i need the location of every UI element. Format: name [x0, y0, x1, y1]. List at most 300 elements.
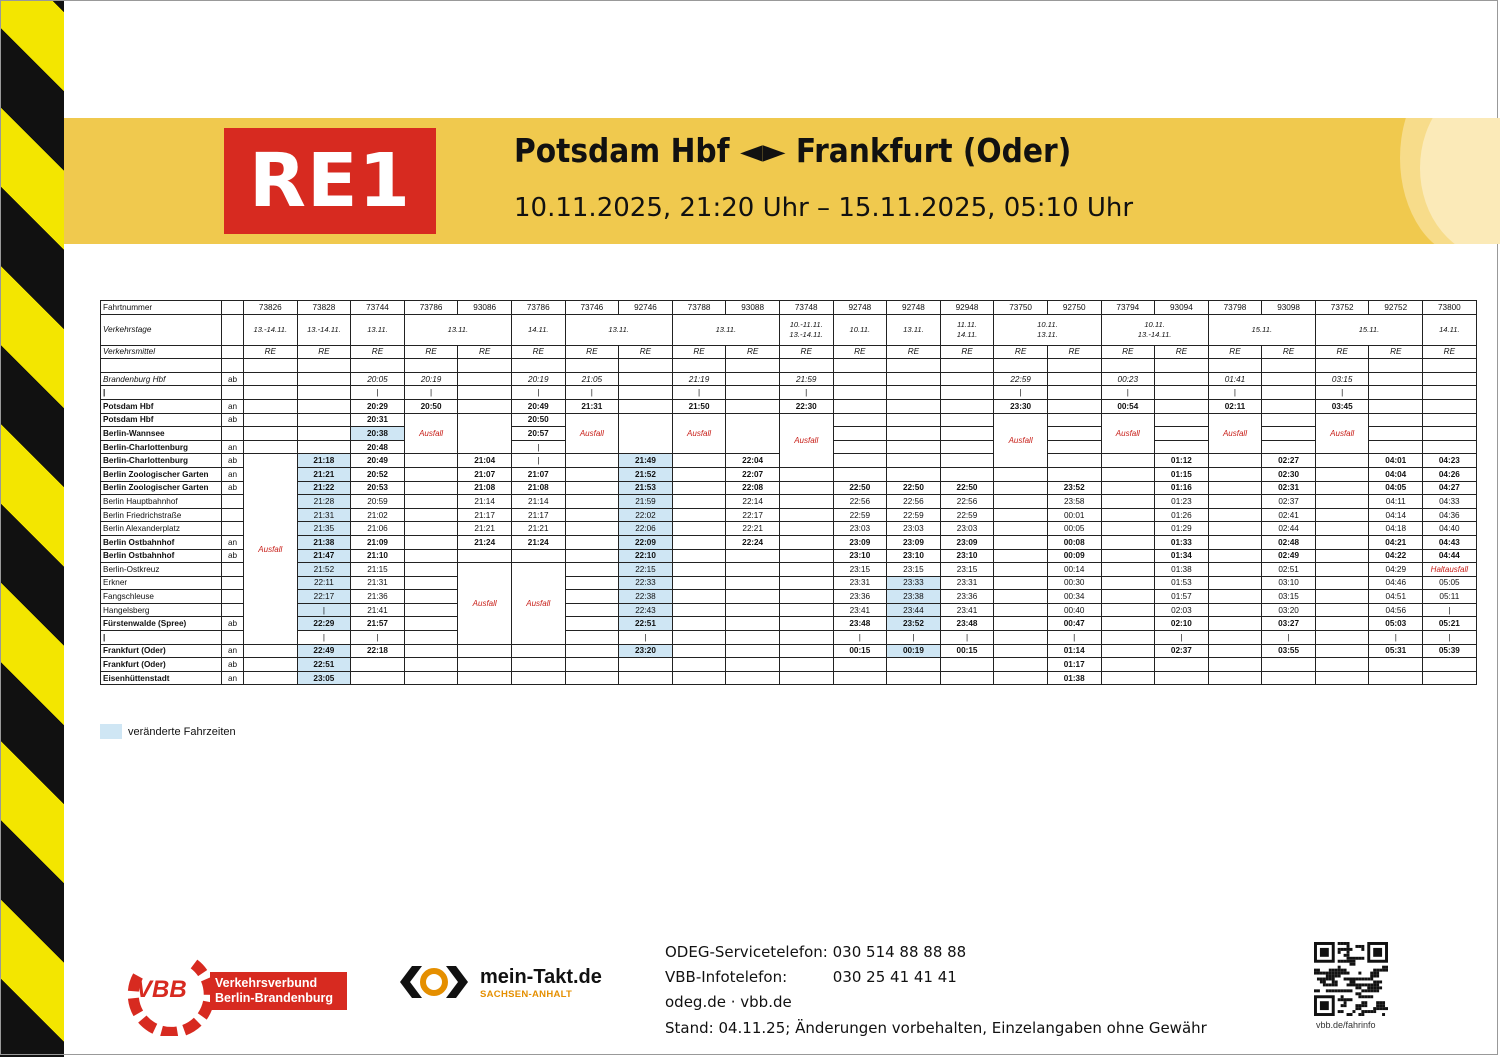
time-cell: 23:10 [940, 549, 994, 563]
table-cell [1423, 359, 1477, 373]
table-cell [779, 467, 833, 481]
time-cell: 22:51 [297, 658, 351, 672]
time-cell: 04:23 [1423, 454, 1477, 468]
table-cell [404, 508, 458, 522]
time-cell: 21:19 [672, 372, 726, 386]
table-cell [1047, 413, 1101, 427]
train-number: 92752 [1369, 301, 1423, 315]
table-row [101, 658, 1477, 672]
contact-info [665, 940, 966, 1015]
table-cell [779, 508, 833, 522]
table-cell [833, 359, 887, 373]
operating-days [994, 314, 1101, 345]
table-cell [726, 603, 780, 617]
vbb-phone-row [665, 965, 966, 990]
time-cell: 21:52 [297, 563, 351, 577]
time-cell: 05:21 [1423, 617, 1477, 631]
time-cell: 21:57 [351, 617, 405, 631]
table-cell [994, 535, 1048, 549]
time-cell: 04:36 [1423, 508, 1477, 522]
time-cell: 23:15 [940, 563, 994, 577]
table-row [101, 603, 1477, 617]
table-cell [726, 372, 780, 386]
time-cell: 23:41 [940, 603, 994, 617]
time-cell: 00:09 [1047, 549, 1101, 563]
table-cell [1423, 671, 1477, 685]
transport-type: RE [1369, 345, 1423, 359]
time-cell: 05:39 [1423, 644, 1477, 658]
time-cell: 22:24 [726, 535, 780, 549]
table-cell [222, 495, 244, 509]
table-cell [297, 413, 351, 427]
transport-type: RE [1262, 345, 1316, 359]
pass-marker: | [1262, 631, 1316, 645]
table-cell [994, 644, 1048, 658]
table-cell [1315, 603, 1369, 617]
arr-dep-marker: ab [222, 658, 244, 672]
table-cell [1262, 386, 1316, 400]
table-cell [244, 399, 298, 413]
time-cell: 04:46 [1369, 576, 1423, 590]
table-cell [1315, 359, 1369, 373]
table-cell [222, 301, 244, 315]
vbb-phone-label: VBB-Infotelefon: [665, 968, 788, 986]
time-cell: 01:57 [1155, 590, 1209, 604]
transport-type: RE [297, 345, 351, 359]
table-cell [1101, 563, 1155, 577]
time-cell: 04:04 [1369, 467, 1423, 481]
operating-days: 13.11. [351, 314, 405, 345]
transport-type: RE [619, 345, 673, 359]
table-cell [1315, 495, 1369, 509]
time-cell: 21:36 [351, 590, 405, 604]
operating-days: 13.-14.11. [297, 314, 351, 345]
table-cell [726, 549, 780, 563]
table-cell [458, 386, 512, 400]
time-cell: 21:35 [297, 522, 351, 536]
table-cell [672, 644, 726, 658]
table-cell [672, 631, 726, 645]
table-cell [726, 671, 780, 685]
table-cell [994, 508, 1048, 522]
train-number: 73798 [1208, 301, 1262, 315]
table-cell [833, 413, 887, 427]
time-cell: 21:04 [458, 454, 512, 468]
table-row [101, 671, 1477, 685]
table-cell [222, 590, 244, 604]
timetable [100, 300, 1477, 685]
time-cell: 21:31 [565, 399, 619, 413]
time-cell: 21:07 [458, 467, 512, 481]
table-cell [672, 467, 726, 481]
time-cell: 23:31 [940, 576, 994, 590]
cancelled-cell: Ausfall [244, 454, 298, 644]
table-cell [1208, 671, 1262, 685]
table-cell [1315, 467, 1369, 481]
table-cell [779, 590, 833, 604]
table-cell [1101, 481, 1155, 495]
train-number: 92748 [887, 301, 941, 315]
table-cell [1101, 359, 1155, 373]
time-cell: 00:19 [887, 644, 941, 658]
table-cell [887, 671, 941, 685]
time-cell: 00:47 [1047, 617, 1101, 631]
table-cell [887, 658, 941, 672]
train-number: 93086 [458, 301, 512, 315]
table-cell [1208, 495, 1262, 509]
time-cell: 04:01 [1369, 454, 1423, 468]
time-cell: 00:05 [1047, 522, 1101, 536]
arr-dep-marker: an [222, 644, 244, 658]
time-cell: 21:59 [779, 372, 833, 386]
time-cell: 22:06 [619, 522, 673, 536]
pass-marker: | [1101, 386, 1155, 400]
time-cell: 00:01 [1047, 508, 1101, 522]
transport-type: RE [1101, 345, 1155, 359]
operating-days: 13.11. [404, 314, 511, 345]
table-cell [672, 563, 726, 577]
table-row [101, 590, 1477, 604]
table-cell [1208, 481, 1262, 495]
pass-marker: | [1315, 386, 1369, 400]
table-cell [726, 644, 780, 658]
table-cell [222, 345, 244, 359]
table-cell [297, 372, 351, 386]
transport-type: RE [994, 345, 1048, 359]
time-cell: 04:43 [1423, 535, 1477, 549]
table-cell [672, 508, 726, 522]
cancelled-cell: Ausfall [1101, 413, 1155, 454]
arr-dep-marker: an [222, 535, 244, 549]
pass-marker: | [833, 631, 887, 645]
table-cell [672, 671, 726, 685]
table-row [101, 386, 1477, 400]
table-cell [833, 454, 887, 468]
table-cell [1047, 467, 1101, 481]
time-cell: 02:49 [1262, 549, 1316, 563]
time-cell: 22:21 [726, 522, 780, 536]
table-cell [833, 671, 887, 685]
table-cell [1315, 454, 1369, 468]
time-cell: 22:56 [887, 495, 941, 509]
header-label-verkehrsmittel: Verkehrsmittel [101, 345, 222, 359]
table-cell [1101, 495, 1155, 509]
time-cell: 21:05 [565, 372, 619, 386]
table-cell [458, 671, 512, 685]
table-cell [619, 386, 673, 400]
table-cell [244, 359, 298, 373]
time-cell: 23:10 [887, 549, 941, 563]
table-cell [726, 399, 780, 413]
pass-marker: | [619, 631, 673, 645]
time-cell: 20:19 [404, 372, 458, 386]
time-cell: 05:05 [1423, 576, 1477, 590]
time-cell: 21:31 [351, 576, 405, 590]
transport-type: RE [1155, 345, 1209, 359]
station-name: Berlin Ostbahnhof [101, 535, 222, 549]
table-cell [565, 563, 619, 577]
pass-marker: | [351, 631, 405, 645]
station-name: Hangelsberg [101, 603, 222, 617]
table-cell [565, 481, 619, 495]
table-cell [779, 631, 833, 645]
table-cell [222, 427, 244, 441]
table-cell [404, 631, 458, 645]
table-row [101, 631, 1477, 645]
table-cell [1208, 617, 1262, 631]
table-cell [244, 427, 298, 441]
table-cell [887, 427, 941, 441]
table-cell [404, 535, 458, 549]
transport-type: RE [351, 345, 405, 359]
time-cell: 02:10 [1155, 617, 1209, 631]
time-cell: 00:23 [1101, 372, 1155, 386]
table-cell [1101, 644, 1155, 658]
train-number: 73748 [779, 301, 833, 315]
table-cell [1262, 399, 1316, 413]
table-cell [994, 467, 1048, 481]
time-cell: 21:08 [511, 481, 565, 495]
table-cell [244, 372, 298, 386]
table-cell [1101, 658, 1155, 672]
table-cell [1315, 522, 1369, 536]
transport-type: RE [458, 345, 512, 359]
time-cell: 22:56 [833, 495, 887, 509]
table-cell [1369, 359, 1423, 373]
table-cell [222, 386, 244, 400]
table-cell [994, 549, 1048, 563]
table-cell [244, 658, 298, 672]
table-row [101, 301, 1477, 315]
time-cell: 04:51 [1369, 590, 1423, 604]
time-cell: 01:29 [1155, 522, 1209, 536]
table-cell [726, 359, 780, 373]
station-name: Berlin Friedrichstraße [101, 508, 222, 522]
time-cell: 20:59 [351, 495, 405, 509]
operating-days-line: 13.-14.11. [789, 329, 824, 339]
mein-takt-icon [398, 962, 470, 1002]
table-cell [1101, 549, 1155, 563]
operating-days: 15.11. [1208, 314, 1315, 345]
table-cell [511, 549, 565, 563]
operating-days [779, 314, 833, 345]
table-cell [565, 359, 619, 373]
transport-type: RE [779, 345, 833, 359]
time-cell: 23:05 [297, 671, 351, 685]
time-cell: 20:19 [511, 372, 565, 386]
transport-type: RE [1208, 345, 1262, 359]
time-cell: 21:59 [619, 495, 673, 509]
table-cell [1369, 372, 1423, 386]
table-cell [779, 563, 833, 577]
table-cell [887, 454, 941, 468]
table-cell [672, 535, 726, 549]
table-row [101, 617, 1477, 631]
table-cell [619, 671, 673, 685]
arr-dep-marker: ab [222, 481, 244, 495]
table-cell [833, 386, 887, 400]
table-cell [404, 603, 458, 617]
table-cell [887, 372, 941, 386]
pass-marker: | [779, 386, 833, 400]
cancelled-cell: Ausfall [404, 413, 458, 454]
table-cell [940, 399, 994, 413]
time-cell: 02:37 [1155, 644, 1209, 658]
transport-type: RE [244, 345, 298, 359]
time-cell: 23:03 [940, 522, 994, 536]
table-cell [672, 454, 726, 468]
cancelled-cell: Ausfall [565, 413, 619, 454]
time-cell: 00:34 [1047, 590, 1101, 604]
table-cell [1047, 454, 1101, 468]
table-cell [940, 372, 994, 386]
table-cell [404, 522, 458, 536]
table-cell [619, 372, 673, 386]
table-cell [458, 359, 512, 373]
table-cell [726, 386, 780, 400]
transport-type: RE [1047, 345, 1101, 359]
table-row [101, 481, 1477, 495]
arr-dep-marker: an [222, 671, 244, 685]
table-cell [672, 590, 726, 604]
station-name: Erkner [101, 576, 222, 590]
table-cell [994, 481, 1048, 495]
time-cell: 02:30 [1262, 467, 1316, 481]
table-row [101, 644, 1477, 658]
table-cell [565, 603, 619, 617]
time-cell: 23:52 [887, 617, 941, 631]
operating-days [1101, 314, 1208, 345]
time-cell: 04:33 [1423, 495, 1477, 509]
time-cell: 05:31 [1369, 644, 1423, 658]
table-cell [1208, 508, 1262, 522]
table-cell [672, 603, 726, 617]
table-cell [779, 535, 833, 549]
table-cell [994, 603, 1048, 617]
time-cell: 20:49 [511, 399, 565, 413]
time-cell: 23:36 [833, 590, 887, 604]
table-cell [404, 576, 458, 590]
qr-code-icon[interactable] [1314, 942, 1388, 1016]
table-cell [779, 549, 833, 563]
time-cell: 22:49 [297, 644, 351, 658]
time-cell: 01:26 [1155, 508, 1209, 522]
arr-dep-marker: an [222, 399, 244, 413]
time-cell: 21:28 [297, 495, 351, 509]
time-cell: 21:15 [351, 563, 405, 577]
time-cell: 21:24 [511, 535, 565, 549]
table-cell [1208, 535, 1262, 549]
table-cell [940, 454, 994, 468]
line-badge: RE1 [224, 128, 436, 234]
legend-label: veränderte Fahrzeiten [128, 725, 236, 738]
time-cell: 04:11 [1369, 495, 1423, 509]
table-cell [565, 576, 619, 590]
operating-days-line: 10.11. [1144, 319, 1165, 329]
time-cell: 22:59 [833, 508, 887, 522]
table-cell [1208, 658, 1262, 672]
table-cell [1101, 590, 1155, 604]
train-number: 73746 [565, 301, 619, 315]
cancelled-cell: Ausfall [458, 563, 512, 645]
time-cell: 20:48 [351, 440, 405, 454]
operating-days: 14.11. [511, 314, 565, 345]
time-cell: 22:51 [619, 617, 673, 631]
time-cell: 22:07 [726, 467, 780, 481]
table-cell [1208, 467, 1262, 481]
table-cell [244, 440, 298, 454]
time-cell: 00:15 [833, 644, 887, 658]
table-row [101, 549, 1477, 563]
time-cell: 23:38 [887, 590, 941, 604]
table-cell [565, 617, 619, 631]
table-cell [887, 359, 941, 373]
time-cell: 22:10 [619, 549, 673, 563]
table-cell [565, 535, 619, 549]
table-cell [1208, 549, 1262, 563]
table-cell [779, 495, 833, 509]
operating-days-line: 11.11. [957, 319, 978, 329]
operating-days-line: 14.11. [956, 329, 978, 339]
time-cell: 04:05 [1369, 481, 1423, 495]
table-cell [779, 617, 833, 631]
time-cell: 22:17 [726, 508, 780, 522]
train-number: 73828 [297, 301, 351, 315]
station-name: Berlin-Charlottenburg [101, 454, 222, 468]
table-cell [1208, 522, 1262, 536]
time-cell: 22:08 [726, 481, 780, 495]
operating-days-line: 13.-14.11. [1137, 329, 1172, 339]
time-cell: 21:06 [351, 522, 405, 536]
table-cell [565, 631, 619, 645]
pass-marker: | [101, 386, 222, 400]
train-number: 93098 [1262, 301, 1316, 315]
train-number: 73788 [672, 301, 726, 315]
table-cell [1101, 508, 1155, 522]
table-cell [351, 671, 405, 685]
time-cell: 01:23 [1155, 495, 1209, 509]
table-cell [779, 603, 833, 617]
table-cell [511, 671, 565, 685]
table-cell [1315, 590, 1369, 604]
time-cell: 23:31 [833, 576, 887, 590]
operating-days: 13.-14.11. [244, 314, 298, 345]
time-cell: 04:29 [1369, 563, 1423, 577]
table-cell [1101, 631, 1155, 645]
time-cell: 22:11 [297, 576, 351, 590]
table-cell [351, 658, 405, 672]
time-cell: 22:15 [619, 563, 673, 577]
time-cell: 22:02 [619, 508, 673, 522]
table-cell [404, 549, 458, 563]
station-name: Fürstenwalde (Spree) [101, 617, 222, 631]
time-cell: 23:41 [833, 603, 887, 617]
table-row [101, 467, 1477, 481]
table-cell [1369, 671, 1423, 685]
table-cell [244, 413, 298, 427]
station-name: Brandenburg Hbf [101, 372, 222, 386]
table-cell [1423, 399, 1477, 413]
table-cell [404, 467, 458, 481]
pass-marker: | [672, 386, 726, 400]
table-cell [458, 372, 512, 386]
header-label-verkehrstage: Verkehrstage [101, 314, 222, 345]
time-cell: 04:27 [1423, 481, 1477, 495]
time-cell: 20:52 [351, 467, 405, 481]
time-cell: 00:08 [1047, 535, 1101, 549]
time-cell: 23:03 [833, 522, 887, 536]
time-cell: 21:53 [619, 481, 673, 495]
